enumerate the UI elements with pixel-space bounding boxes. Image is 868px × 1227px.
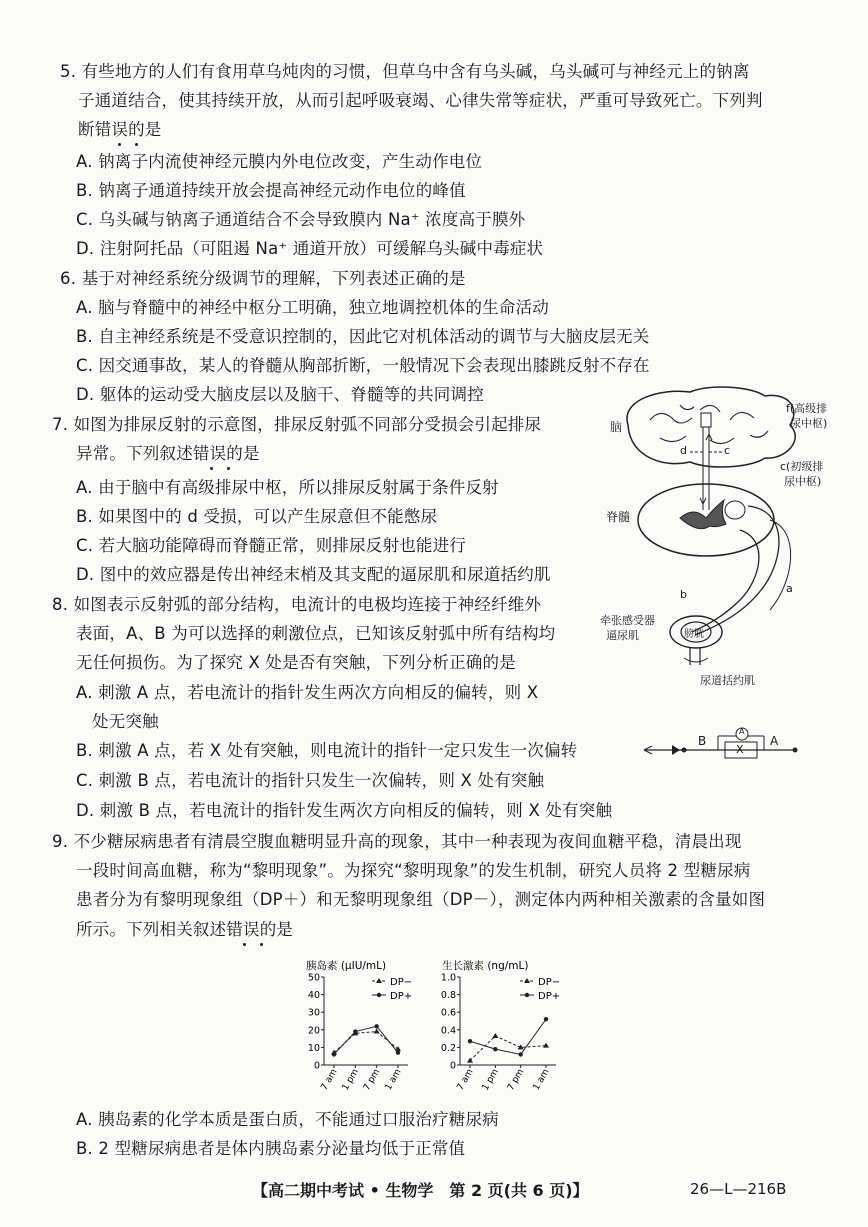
label-spinal-cord: 脊髓 [606, 510, 631, 524]
point-1-0-1 [492, 1033, 498, 1038]
point-0-1-1 [353, 1029, 357, 1033]
x-tick-label-0-0: 7 am [319, 1067, 340, 1093]
y-tick-label-0-0: 0 [313, 1060, 320, 1072]
y-tick-label-1-1: 0.2 [440, 1042, 456, 1054]
point-1-1-0 [468, 1039, 472, 1043]
q5-option-d: D. 注射阿托品（可阻遏 Na⁺ 通道开放）可缓解乌头碱中毒症状 [76, 239, 544, 258]
q8-stem-line3: 无任何损伤。为了探究 X 处是否有突触，下列分析正确的是 [76, 653, 516, 672]
y-tick-label-1-3: 0.6 [440, 1007, 456, 1019]
q9-stem-line2: 一段时间高血糖，称为“黎明现象”。为探究“黎明现象”的发生机制，研究人员将 2 型糖尿病 [76, 861, 751, 880]
label-c-line2: 尿中枢) [784, 475, 822, 488]
y-tick-label-0-5: 50 [307, 972, 320, 984]
q8-option-c: C. 刺激 B 点，若电流计的指针只发生一次偏转，则 X 处有突触 [76, 771, 545, 790]
legend-marker-1-1 [525, 993, 529, 997]
label-c-line1: c(初级排 [780, 460, 824, 473]
x-tick-label-1-3: 1 am [531, 1067, 552, 1093]
point-1-0-3 [543, 1043, 549, 1048]
y-tick-label-1-4: 0.8 [440, 990, 456, 1002]
label-stretch-receptor: 牵张感受器 [600, 614, 655, 627]
legend-label-1-1: DP+ [538, 991, 561, 1002]
label-b: b [680, 588, 687, 601]
label-d: d [680, 444, 687, 457]
label-brain: 脑 [610, 420, 623, 434]
y-tick-label-0-4: 40 [307, 990, 320, 1002]
q8-option-a-line2: 处无突触 [92, 712, 159, 731]
q5-option-c: C. 乌头碱与钠离子通道结合不会导致膜内 Na⁺ 浓度高于膜外 [76, 210, 526, 229]
legend-label-0-0: DP− [390, 977, 413, 988]
exam-code: 26—L—216B [690, 1180, 787, 1198]
q6-option-b: B. 自主神经系统是不受意识控制的，因此它对机体活动的调节与大脑皮层无关 [76, 327, 650, 346]
y-tick-label-1-2: 0.4 [440, 1025, 456, 1037]
q9-option-b: B. 2 型糖尿病患者是体内胰岛素分泌量均低于正常值 [76, 1139, 466, 1158]
point-1-1-2 [518, 1052, 522, 1056]
q9-stem-line3: 患者分为有黎明现象组（DP＋）和无黎明现象组（DP－），测定体内两种相关激素的含量如图 [76, 890, 766, 909]
label-x: X [736, 743, 744, 756]
label-point-a: A [770, 734, 779, 748]
q6-option-a: A. 脑与脊髓中的神经中枢分工明确，独立地调控机体的生命活动 [76, 298, 549, 317]
q8-stem-line2: 表面，A、B 为可以选择的刺激位点，已知该反射弧中所有结构均 [76, 624, 556, 643]
series-line-0-1 [334, 1026, 398, 1054]
q8-option-a-line1: A. 刺激 A 点，若电流计的指针发生两次方向相反的偏转，则 X [76, 683, 539, 702]
legend-marker-0-0 [376, 978, 382, 983]
label-c-top: c [724, 444, 731, 457]
point-1-1-3 [544, 1017, 548, 1021]
urination-reflex-diagram [600, 380, 850, 690]
q5-stem-line2: 子通道结合，使其持续开放，从而引起呼吸衰竭、心律失常等症状，严重可导致死亡。下列判 [78, 91, 763, 110]
x-tick-label-0-1: 1 pm [340, 1067, 361, 1093]
q9-option-a: A. 胰岛素的化学本质是蛋白质，不能通过口服治疗糖尿病 [76, 1110, 499, 1129]
x-tick-label-0-2: 7 pm [362, 1067, 383, 1093]
q9-stem-line4: 所示。下列相关叙述错误的是 [76, 920, 294, 939]
q7-stem-line2: 异常。下列叙述错误的是 [76, 444, 260, 463]
label-a: a [786, 582, 793, 595]
point-1-1-1 [493, 1047, 497, 1051]
x-tick-label-1-1: 1 pm [480, 1067, 501, 1093]
legend-marker-1-0 [524, 978, 530, 983]
point-0-1-3 [396, 1050, 400, 1054]
label-point-b: B [698, 734, 707, 748]
hormone-charts [300, 955, 570, 1105]
q6-option-c: C. 因交通事故，某人的脊髓从胸部折断，一般情况下会表现出膝跳反射不存在 [76, 356, 650, 375]
chart-title-1: 生长激素 (ng/mL) [442, 960, 529, 972]
label-bladder: 膀胱 [684, 629, 704, 640]
y-tick-label-1-5: 1.0 [440, 972, 456, 984]
q9-stem-line1: 9. 不少糖尿病患者有清晨空腹血糖明显升高的现象，其中一种表现为夜间血糖平稳，清晨出现 [52, 832, 742, 851]
q5-stem-line3: 断错误的是 [78, 120, 162, 139]
label-f-line2: 尿中枢) [790, 417, 828, 430]
q8-stem-line1: 8. 如图表示反射弧的部分结构，电流计的电极均连接于神经纤维外 [52, 595, 542, 614]
q7-option-a: A. 由于脑中有高级排尿中枢，所以排尿反射属于条件反射 [76, 478, 499, 497]
y-tick-label-0-2: 20 [307, 1025, 320, 1037]
chart-title-0: 胰岛素 (μIU/mL) [306, 960, 387, 972]
q5-stem-line1: 5. 有些地方的人们有食用草乌炖肉的习惯，但草乌中含有乌头碱，乌头碱可与神经元上的钠离 [60, 62, 750, 81]
x-tick-label-1-0: 7 am [455, 1067, 476, 1093]
point-1-0-0 [467, 1058, 473, 1063]
reflex-arc-segment-diagram [640, 726, 805, 770]
series-line-1-0 [470, 1036, 546, 1061]
x-tick-label-0-3: 1 am [383, 1067, 404, 1093]
galvanometer-icon: A [739, 727, 745, 736]
x-tick-label-1-2: 7 pm [506, 1067, 527, 1093]
y-tick-label-1-0: 0 [449, 1060, 456, 1072]
q6-option-d: D. 躯体的运动受大脑皮层以及脑干、脊髓等的共同调控 [76, 385, 484, 404]
label-f-line1: f(高级排 [786, 402, 828, 415]
point-0-1-2 [374, 1024, 378, 1028]
label-urethral-sphincter: 尿道括约肌 [700, 674, 755, 687]
q5-option-b: B. 钠离子通道持续开放会提高神经元动作电位的峰值 [76, 181, 466, 200]
q7-stem-line1: 7. 如图为排尿反射的示意图，排尿反射弧不同部分受损会引起排尿 [52, 415, 542, 434]
legend-label-1-0: DP− [538, 977, 561, 988]
y-tick-label-0-3: 30 [307, 1007, 320, 1019]
y-tick-label-0-1: 10 [307, 1042, 320, 1054]
legend-label-0-1: DP+ [390, 991, 413, 1002]
q6-stem: 6. 基于对神经系统分级调节的理解，下列表述正确的是 [60, 269, 466, 288]
series-line-0-0 [334, 1032, 398, 1053]
q7-option-b: B. 如果图中的 d 受损，可以产生尿意但不能憋尿 [76, 507, 438, 526]
label-detrusor: 逼尿肌 [606, 629, 639, 642]
q8-option-d: D. 刺激 B 点，若电流计的指针发生两次方向相反的偏转，则 X 处有突触 [76, 801, 613, 820]
q8-option-b: B. 刺激 A 点，若 X 处有突触，则电流计的指针一定只发生一次偏转 [76, 741, 578, 760]
q7-option-c: C. 若大脑功能障碍而脊髓正常，则排尿反射也能进行 [76, 536, 467, 555]
point-0-1-0 [332, 1052, 336, 1056]
q7-option-d: D. 图中的效应器是传出神经末梢及其支配的逼尿肌和尿道括约肌 [76, 565, 551, 584]
page-footer: 【高二期中考试 • 生物学 第 2 页(共 6 页)】 [252, 1181, 589, 1200]
q5-option-a: A. 钠离子内流使神经元膜内外电位改变，产生动作电位 [76, 152, 483, 171]
legend-marker-0-1 [377, 993, 381, 997]
